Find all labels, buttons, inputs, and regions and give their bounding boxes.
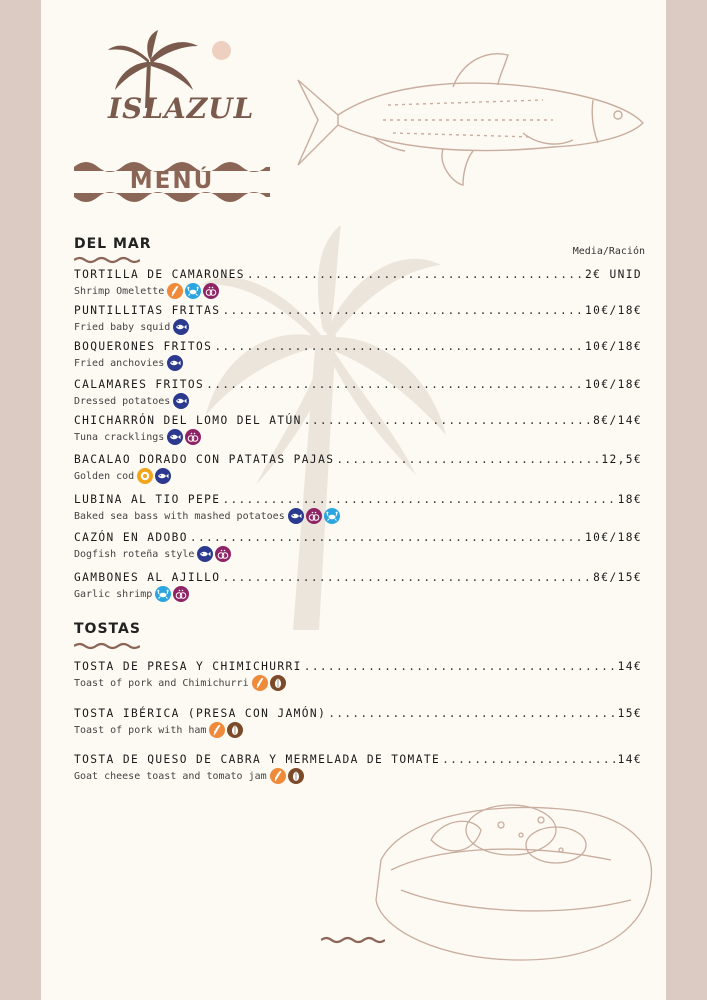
dot-leader bbox=[190, 531, 583, 544]
menu-item-price: 8€/14€ bbox=[593, 414, 642, 427]
menu-item-description: Toast of pork and Chimichurri bbox=[74, 677, 249, 689]
menu-item bbox=[74, 414, 642, 445]
menu-item-row bbox=[74, 414, 642, 427]
menu-item bbox=[74, 304, 642, 335]
menu-item-description: Baked sea bass with mashed potatoes bbox=[74, 510, 285, 522]
gluten-icon bbox=[252, 675, 268, 691]
menu-item-row bbox=[74, 268, 642, 281]
menu-item-subline bbox=[74, 283, 642, 299]
menu-item-description: Fried anchovies bbox=[74, 357, 165, 369]
fish-icon bbox=[288, 508, 304, 524]
mollusc-icon bbox=[185, 429, 201, 445]
menu-item-name: BACALAO DORADO CON PATATAS PAJAS bbox=[74, 453, 335, 466]
menu-item-row bbox=[74, 340, 642, 353]
menu-item-row bbox=[74, 753, 642, 766]
gluten-icon bbox=[270, 768, 286, 784]
menu-item-name: TORTILLA DE CAMARONES bbox=[74, 268, 245, 281]
price-header: Media/Ración bbox=[572, 246, 645, 257]
menu-item-price: 18€ bbox=[617, 493, 642, 506]
menu-item-name: PUNTILLITAS FRITAS bbox=[74, 304, 221, 317]
menu-item-subline bbox=[74, 586, 642, 602]
nut-icon bbox=[227, 722, 243, 738]
sun-icon bbox=[212, 41, 231, 60]
menu-item-price: 10€/18€ bbox=[585, 304, 642, 317]
menu-item bbox=[74, 707, 642, 738]
dot-leader bbox=[222, 304, 583, 317]
menu-item-subline bbox=[74, 675, 642, 691]
gluten-icon bbox=[209, 722, 225, 738]
menu-item bbox=[74, 493, 642, 524]
menu-item-description: Dressed potatoes bbox=[74, 395, 171, 407]
menu-item bbox=[74, 753, 642, 784]
dot-leader bbox=[222, 571, 591, 584]
menu-item bbox=[74, 571, 642, 602]
dot-leader bbox=[336, 453, 599, 466]
dot-leader bbox=[214, 340, 583, 353]
fish-illustration bbox=[293, 45, 648, 190]
mollusc-icon bbox=[306, 508, 322, 524]
menu-item-name: BOQUERONES FRITOS bbox=[74, 340, 213, 353]
menu-item-name: CAZÓN EN ADOBO bbox=[74, 531, 188, 544]
fish-icon bbox=[155, 468, 171, 484]
menu-item-subline bbox=[74, 546, 642, 562]
menu-item bbox=[74, 378, 642, 409]
menu-page bbox=[41, 0, 666, 1000]
menu-item-name: CALAMARES FRITOS bbox=[74, 378, 205, 391]
menu-item-price: 14€ bbox=[617, 753, 642, 766]
fish-icon bbox=[167, 355, 183, 371]
egg-icon bbox=[137, 468, 153, 484]
menu-item-description: Garlic shrimp bbox=[74, 588, 153, 600]
menu-item-description: Shrimp Omelette bbox=[74, 285, 165, 297]
menu-item-row bbox=[74, 660, 642, 673]
menu-item-price: 12,5€ bbox=[601, 453, 642, 466]
section-wave-divider bbox=[74, 256, 140, 264]
nut-icon bbox=[270, 675, 286, 691]
menu-item-price: 8€/15€ bbox=[593, 571, 642, 584]
menu-item-row bbox=[74, 453, 642, 466]
menu-item-subline bbox=[74, 319, 642, 335]
menu-item-subline bbox=[74, 468, 642, 484]
fish-icon bbox=[167, 429, 183, 445]
dot-leader bbox=[247, 268, 583, 281]
menu-item-subline bbox=[74, 508, 642, 524]
dot-leader bbox=[206, 378, 583, 391]
menu-item-row bbox=[74, 571, 642, 584]
menu-title: MENÚ bbox=[129, 168, 215, 194]
menu-item-name: CHICHARRÓN DEL LOMO DEL ATÚN bbox=[74, 414, 302, 427]
menu-item-name: GAMBONES AL AJILLO bbox=[74, 571, 221, 584]
menu-item-price: 14€ bbox=[617, 660, 642, 673]
menu-item-row bbox=[74, 493, 642, 506]
menu-item-price: 10€/18€ bbox=[585, 531, 642, 544]
menu-item-price: 10€/18€ bbox=[585, 378, 642, 391]
menu-item-name: TOSTA DE PRESA Y CHIMICHURRI bbox=[74, 660, 302, 673]
menu-item-name: TOSTA IBÉRICA (PRESA CON JAMÓN) bbox=[74, 707, 327, 720]
menu-item-price: 15€ bbox=[617, 707, 642, 720]
crab-icon bbox=[155, 586, 171, 602]
nut-icon bbox=[288, 768, 304, 784]
menu-item-row bbox=[74, 531, 642, 544]
gluten-icon bbox=[167, 283, 183, 299]
crab-icon bbox=[324, 508, 340, 524]
dot-leader bbox=[222, 493, 615, 506]
section-wave-divider bbox=[74, 642, 140, 650]
menu-item-name: LUBINA AL TIO PEPE bbox=[74, 493, 221, 506]
menu-item-description: Tuna cracklings bbox=[74, 431, 165, 443]
menu-item bbox=[74, 340, 642, 371]
menu-item-subline bbox=[74, 429, 642, 445]
dot-leader bbox=[304, 660, 616, 673]
menu-item-subline bbox=[74, 722, 642, 738]
menu-item-row bbox=[74, 378, 642, 391]
dot-leader bbox=[442, 753, 615, 766]
menu-item-subline bbox=[74, 768, 642, 784]
brand-name: ISLAZUL bbox=[108, 92, 255, 125]
fish-icon bbox=[173, 319, 189, 335]
menu-item-subline bbox=[74, 393, 642, 409]
bottom-wave-divider bbox=[321, 936, 385, 944]
crab-icon bbox=[185, 283, 201, 299]
menu-item-description: Golden cod bbox=[74, 470, 135, 482]
menu-item bbox=[74, 453, 642, 484]
fish-icon bbox=[173, 393, 189, 409]
menu-item bbox=[74, 531, 642, 562]
dot-leader bbox=[328, 707, 615, 720]
fish-icon bbox=[197, 546, 213, 562]
menu-item bbox=[74, 268, 642, 299]
dot-leader bbox=[304, 414, 591, 427]
menu-item-price: 2€ UNID bbox=[585, 268, 642, 281]
mollusc-icon bbox=[203, 283, 219, 299]
section-title-tostas: TOSTAS bbox=[74, 621, 141, 637]
menu-item-description: Dogfish roteña style bbox=[74, 548, 195, 560]
section-title-del-mar: DEL MAR bbox=[74, 236, 152, 252]
menu-item-description: Toast of pork with ham bbox=[74, 724, 207, 736]
menu-item-description: Goat cheese toast and tomato jam bbox=[74, 770, 267, 782]
mollusc-icon bbox=[215, 546, 231, 562]
menu-item-row bbox=[74, 304, 642, 317]
menu-item-subline bbox=[74, 355, 642, 371]
toast-illustration bbox=[371, 790, 661, 970]
menu-item-price: 10€/18€ bbox=[585, 340, 642, 353]
menu-item-name: TOSTA DE QUESO DE CABRA Y MERMELADA DE TOMATE bbox=[74, 753, 441, 766]
menu-item bbox=[74, 660, 642, 691]
menu-item-row bbox=[74, 707, 642, 720]
mollusc-icon bbox=[173, 586, 189, 602]
menu-item-description: Fried baby squid bbox=[74, 321, 171, 333]
